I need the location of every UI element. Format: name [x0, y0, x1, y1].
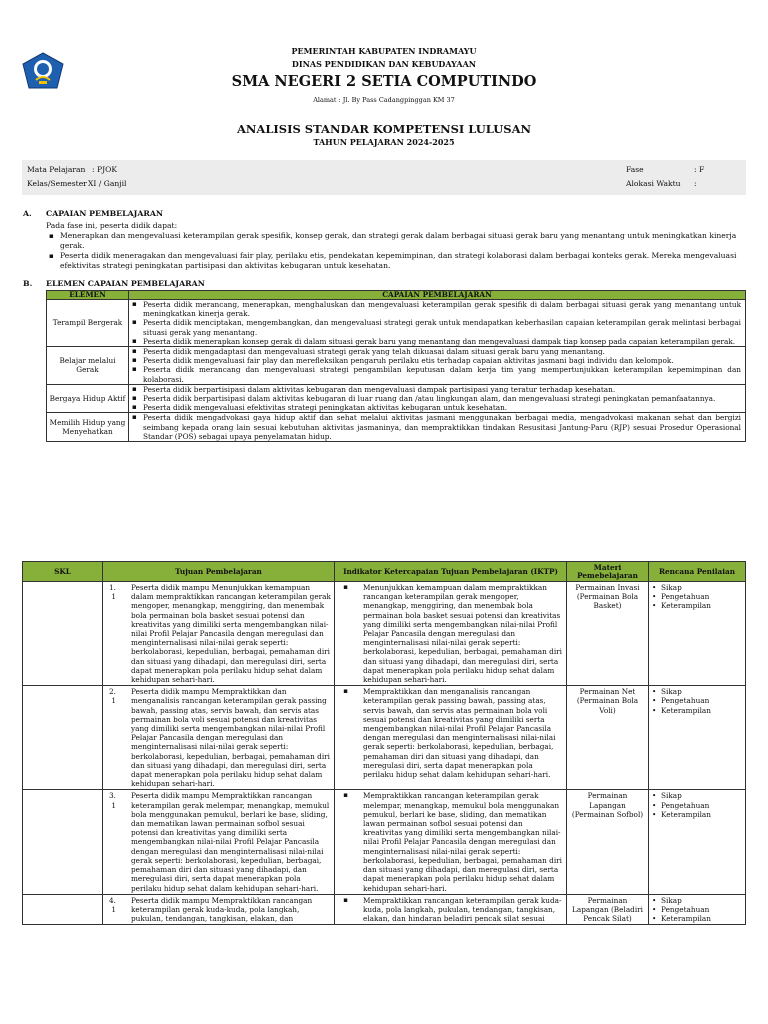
academic-year: TAHUN PELAJARAN 2024-2025	[313, 137, 455, 147]
document-title: ANALISIS STANDAR KOMPETENSI LULUSAN	[236, 122, 532, 136]
table-row	[47, 300, 746, 347]
col-header-iktp: Indikator Ketercapaian Tujuan Pembelajaran (IKTP)	[335, 562, 567, 582]
elemen-cell: Bergaya Hidup Aktif	[47, 384, 129, 413]
bullet-icon: ▪	[343, 583, 348, 591]
iktp-cell	[335, 790, 567, 894]
bullet-icon: ▪	[343, 687, 348, 696]
tujuan-cell	[103, 686, 335, 790]
section-a-item: ▪ Menerapkan dan mengevaluasi keterampilan gerak spesifik, konsep gerak, dan strategi gerak dalam berbagai situasi gerak baru yang menantang untuk meningkatkan kinerja gerak.	[46, 231, 746, 251]
skl-table	[22, 561, 746, 925]
class-label: Kelas/Semester	[27, 179, 87, 188]
list-item: ▪ Peserta didik mengadvokasi gaya hidup aktif dan sehat melalui aktivitas jasmani menggunakan berbagai media, mengadvokasi makanan sehat dan bergizi seimbang kepada orang lain sesuai kebutuhan aktivitas jasmaninya, dan mempraktikkan tindakan Resusitasi Jantung-Paru (RJP) sesuai Prosedur Operasional Standar (POS) sebagai upaya penyelamatan hidup.	[129, 413, 741, 441]
col-header-rencana: Rencana Penilaian	[649, 562, 746, 582]
list-item: ▪ Peserta didik menciptakan, mengembangkan, dan mengevaluasi strategi gerak untuk mendapatkan keberhasilan capaian keterampilan gerak melintasi berbagai situasi gerak yang menantang.	[129, 318, 741, 336]
list-item: • Sikap	[651, 687, 743, 696]
tujuan-text: Peserta didik mampu Mempraktikkan rancangan keterampilan gerak kuda-kuda, pola langkah, pukulan, tendangan, tangkisan, elakan, dan	[131, 895, 313, 924]
section-b-title: ELEMEN CAPAIAN PEMBELAJARAN	[46, 279, 205, 288]
list-item: ▪ Peserta didik berpartisipasi dalam aktivitas kebugaran di luar ruang dan /atau lingkungan alam, dan mengevaluasi strategi peningkatan pemanfaatannya.	[129, 394, 741, 403]
list-item: • Keterampilan	[651, 810, 743, 819]
table-row	[23, 790, 746, 894]
phase-value: : F	[694, 165, 705, 174]
section-a-body	[46, 221, 746, 271]
col-header-skl: SKL	[23, 562, 103, 582]
table-row	[47, 347, 746, 385]
capaian-cell	[129, 384, 746, 413]
col-header-capaian: CAPAIAN PEMBELAJARAN	[129, 291, 746, 300]
time-value: :	[694, 179, 697, 188]
tujuan-text: Peserta didik mampu Mempraktikkan dan menganalisis rancangan keterampilan gerak passing bawah, passing atas, servis bawah, dan servis atas permainan bola voli sesuai potensi dan kreativitas yang dimiliki serta mengembangkan nilai-nilai Profil Pelajar Pancasila dengan meregulasi dan menginternalisasi nilai-nilai gerak seperti: berkolaborasi, kepedulian, berbagai, pemahaman diri dan situasi yang dihadapi, dan meregulasi diri, serta dapat menerapkan pola perilaku hidup sehat dalam kehidupan sehari-hari.	[131, 687, 330, 789]
penilaian-cell	[649, 790, 746, 894]
col-header-materi: Materi Pemebelajaran	[567, 562, 649, 582]
bullet-icon: ▪	[343, 895, 348, 904]
time-label: Alokasi Waktu	[626, 179, 681, 188]
header-line-2: DINAS PENDIDIKAN DAN KEBUDAYAAN	[291, 59, 477, 69]
elemen-cell: Terampil Bergerak	[47, 300, 129, 347]
header-line-1: PEMERINTAH KABUPATEN INDRAMAYU	[291, 46, 477, 56]
list-item: ▪ Peserta didik merancang dan mengevaluasi strategi pengambilan keputusan dalam kerja tim yang mempertunjukkan keterampilan kepemimpinan dan kolaborasi.	[129, 365, 741, 383]
list-item: ▪ Peserta didik menerapkan konsep gerak di dalam situasi gerak baru yang menantang dan mengevaluasi dampak tiap konsep pada capaian keterampilan gerak.	[129, 337, 741, 346]
table-row	[23, 686, 746, 790]
capaian-cell	[129, 347, 746, 385]
table-row	[47, 384, 746, 413]
list-item: • Pengetahuan	[651, 905, 743, 914]
elemen-cell: Memilih Hidup yang Menyehatkan	[47, 413, 129, 442]
list-item: • Pengetahuan	[651, 801, 743, 810]
materi-cell: Permainan Lapangan (Beladiri Pencak Silat)	[567, 894, 649, 925]
section-a-list	[46, 231, 746, 271]
table-row	[47, 413, 746, 442]
materi-cell: Permainan Net (Permainan Bola Voli)	[567, 686, 649, 790]
penilaian-cell	[649, 894, 746, 925]
iktp-cell	[335, 582, 567, 686]
penilaian-cell	[649, 686, 746, 790]
tujuan-text: Peserta didik mampu Menunjukkan kemampuan dalam mempraktikkan rancangan keterampilan gerak mengoper, menangkap, menggiring, dan menembak bola permainan bola basket sesuai potensi dan kreativitas yang dimiliki serta mengembangkan nilai-nilai Profil Pelajar Pancasila dengan meregulasi dan menginternalisasi nilai-nilai gerak seperti: berkolaborasi, kepedulian, berbagai, pemahaman diri dan situasi yang dihadapi, dan meregulasi diri, serta dapat menerapkan pola perilaku hidup sehat dalam kehidupan sehari-hari.	[131, 583, 331, 685]
school-name: SMA NEGERI 2 SETIA COMPUTINDO	[231, 73, 537, 90]
iktp-text: Mempraktikkan rancangan keterampilan gerak melempar, menangkap, memukul bola menggunakan pemukul, berlari ke base, sliding, dan mematikan lawan permainan sofbol sesuai potensi dan kreativitas yang dimiliki serta mengembangkan nilai-nilai Profil Pelajar Pancasila dengan meregulasi dan menginternalisasi nilai-nilai gerak seperti: berkolaborasi, kepedulian, berbagai, pemahaman diri dan situasi yang dihadapi, dan meregulasi diri, serta dapat menerapkan pola perilaku hidup sehat dalam kehidupan sehari-hari.	[363, 791, 562, 893]
table-row	[23, 894, 746, 925]
penilaian-cell	[649, 582, 746, 686]
row-number: 1. 1	[109, 583, 116, 602]
list-item: • Sikap	[651, 583, 743, 592]
section-b-letter: B.	[23, 279, 33, 288]
section-a-title: CAPAIAN PEMBELAJARAN	[46, 209, 164, 218]
list-item: • Keterampilan	[651, 706, 743, 715]
col-header-tujuan: Tujuan Pembelajaran	[103, 562, 335, 582]
iktp-text: Menunjukkan kemampuan dalam mempraktikkan rancangan keterampilan gerak mengoper, menangkap, menggiring, dan menembak bola permainan bola basket sesuai potensi dan kreativitas yang dimiliki serta mengembangkan nilai-nilai Profil Pelajar Pancasila dengan meregulasi dan menginternalisasi nilai-nilai gerak seperti: berkolaborasi, kepedulian, berbagai, pemahaman diri dan situasi yang dihadapi, dan meregulasi diri, serta dapat menerapkan pola perilaku hidup sehat dalam kehidupan sehari-hari.	[363, 583, 562, 685]
materi-cell: Permainan Invasi (Permainan Bola Basket)	[567, 582, 649, 686]
list-item: • Sikap	[651, 896, 743, 905]
skl-cell	[23, 894, 103, 925]
list-item: ▪ Peserta didik mengevaluasi fair play dan merefleksikan pengaruh perilaku etis terhadap capaian aktivitas jasmani bagi individu dan kelompok.	[129, 356, 741, 365]
capaian-cell	[129, 413, 746, 442]
subject-value: : PJOK	[92, 165, 118, 174]
section-a-item: ▪ Peserta didik meneragakan dan mengevaluasi fair play, perilaku etis, pendekatan kepemimpinan, dan strategi kolaborasi dalam berbagai konteks gerak. Mereka mengevaluasi efektivitas strategi peningkatan partisipasi dan aktivitas kebugaran untuk kesehatan.	[46, 251, 746, 271]
list-item: ▪ Peserta didik mengadaptasi dan mengevaluasi strategi gerak yang telah dikuasai dalam situasi gerak baru yang menantang.	[129, 347, 741, 356]
subject-label: Mata Pelajaran	[27, 165, 86, 174]
tujuan-cell	[103, 790, 335, 894]
section-a-letter: A.	[23, 209, 32, 218]
row-number: 4. 1	[109, 895, 116, 914]
tujuan-cell	[103, 582, 335, 686]
list-item: ▪ Peserta didik berpartisipasi dalam aktivitas kebugaran dan mengevaluasi dampak partisipasi yang teratur terhadap kesehatan.	[129, 385, 741, 394]
phase-label: Fase	[626, 165, 644, 174]
list-item: • Sikap	[651, 791, 743, 800]
list-item: ▪ Peserta didik mengevaluasi efektivitas strategi peningkatan aktivitas kebugaran untuk kesehatan.	[129, 403, 741, 412]
tujuan-text: Peserta didik mampu Mempraktikkan rancangan keterampilan gerak melempar, menangkap, memukul bola menggunakan pemukul, berlari ke base, sliding, dan mematikan lawan permainan sofbol sesuai potensi dan kreativitas yang dimiliki serta mengembangkan nilai-nilai Profil Pelajar Pancasila dengan meregulasi dan menginternalisasi nilai-nilai gerak seperti: berkolaborasi, kepedulian, berbagai, pemahaman diri dan situasi yang dihadapi, dan meregulasi diri, serta dapat menerapkan pola perilaku hidup sehat dalam kehidupan sehari-hari.	[131, 791, 330, 893]
list-item: ▪ Peserta didik merancang, menerapkan, menghaluskan dan mengevaluasi keterampilan gerak spesifik di dalam berbagai situasi gerak yang menantang untuk meningkatkan kinerja gerak.	[129, 300, 741, 318]
row-number: 3. 1	[109, 791, 116, 810]
iktp-cell	[335, 686, 567, 790]
list-item: • Keterampilan	[651, 914, 743, 923]
list-item: • Pengetahuan	[651, 592, 743, 601]
table-row	[23, 582, 746, 686]
list-item: • Keterampilan	[651, 601, 743, 610]
materi-cell: Permainan Lapangan (Permainan Sofbol)	[567, 790, 649, 894]
elemen-cell: Belajar melalui Gerak	[47, 347, 129, 385]
skl-cell	[23, 790, 103, 894]
tujuan-cell	[103, 894, 335, 925]
iktp-text: Mempraktikkan rancangan keterampilan gerak kuda-kuda, pola langkah, pukulan, tendangan, tangkisan, elakan, dan hindaran beladiri pencak silat sesuai	[363, 895, 562, 924]
skl-cell	[23, 686, 103, 790]
class-value: : XI / Ganjil	[83, 179, 127, 188]
school-address: Alamat : Jl. By Pass Cadangpinggan KM 37	[313, 96, 455, 104]
row-number: 2. 1	[109, 687, 116, 706]
bullet-icon: ▪	[343, 791, 348, 800]
iktp-text: Mempraktikkan dan menganalisis rancangan keterampilan gerak passing bawah, passing atas, servis bawah, dan servis atas permainan bola voli sesuai potensi dan kreativitas yang dimiliki serta mengembangkan nilai-nilai Profil Pelajar Pancasila dengan meregulasi dan menginternalisasi nilai-nilai gerak seperti: berkolaborasi, kepedulian, berbagai, pemahaman diri dan situasi yang dihadapi, dan meregulasi diri, serta dapat menerapkan pola perilaku hidup sehat dalam kehidupan sehari-hari.	[363, 687, 556, 780]
col-header-elemen: ELEMEN	[47, 291, 129, 300]
capaian-cell	[129, 300, 746, 347]
section-a-intro: Pada fase ini, peserta didik dapat:	[46, 221, 178, 230]
list-item: • Pengetahuan	[651, 696, 743, 705]
iktp-cell	[335, 894, 567, 925]
elemen-table	[46, 290, 746, 442]
skl-cell	[23, 582, 103, 686]
